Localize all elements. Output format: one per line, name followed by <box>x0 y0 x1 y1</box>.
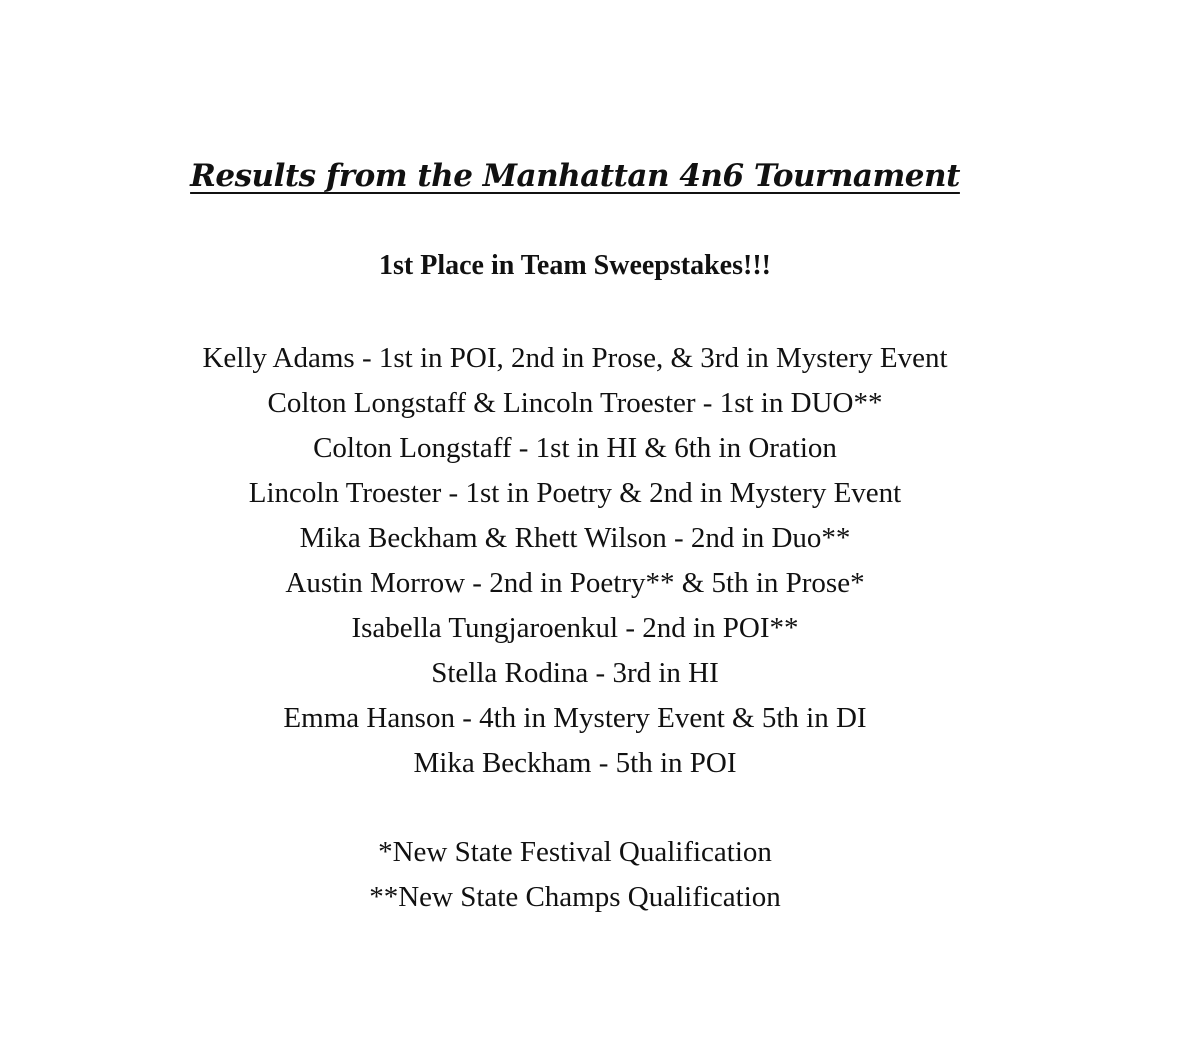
document-title: Results from the Manhattan 4n6 Tournament <box>190 158 960 194</box>
result-item: Kelly Adams - 1st in POI, 2nd in Prose, & 3rd in Mystery Event <box>202 342 948 374</box>
result-item: Mika Beckham & Rhett Wilson - 2nd in Duo** <box>299 522 851 554</box>
document-subtitle: 1st Place in Team Sweepstakes!!! <box>379 250 771 281</box>
result-item: Colton Longstaff & Lincoln Troester - 1st in DUO** <box>267 387 883 419</box>
result-item: Isabella Tungjaroenkul - 2nd in POI** <box>351 612 799 644</box>
results-list <box>0 336 1150 786</box>
result-item: Lincoln Troester - 1st in Poetry & 2nd in Mystery Event <box>248 477 902 509</box>
footnote-state-champs: **New State Champs Qualification <box>369 881 781 913</box>
result-item: Colton Longstaff - 1st in HI & 6th in Oration <box>313 432 837 464</box>
result-item: Stella Rodina - 3rd in HI <box>431 657 719 689</box>
result-item: Emma Hanson - 4th in Mystery Event & 5th in DI <box>283 702 867 734</box>
footnote-state-festival: *New State Festival Qualification <box>378 836 772 868</box>
footnotes <box>0 830 1150 920</box>
result-item: Mika Beckham - 5th in POI <box>413 747 737 779</box>
result-item: Austin Morrow - 2nd in Poetry** & 5th in Prose* <box>285 567 865 599</box>
